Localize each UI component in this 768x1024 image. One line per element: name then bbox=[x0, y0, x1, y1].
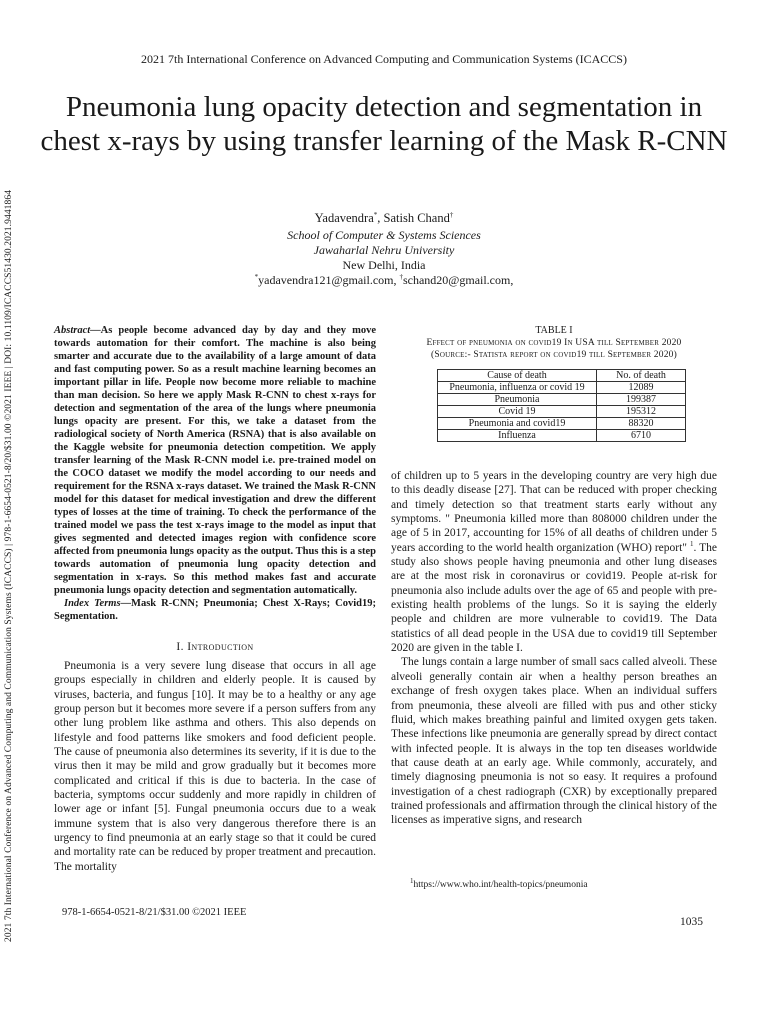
email-2-mark: † bbox=[399, 273, 403, 281]
table-row bbox=[438, 418, 686, 430]
abstract-text: —As people become advanced day by day and they move towards automation for their comfort. The machine is also being smarter and accurate due to the availability of a large amount of data and fast computing power. So as a result machine learning becomes an important pillar in life. People now become more reliable to machine than man decision. So here we apply Mask R-CNN to chest x-rays for detection and segmentation of the area of the lungs where pneumonia lungs opacity are present. For this, we take a dataset from the radiological society of North America (RSNA) that is also available on the Kaggle website for pneumonia detection competition. We apply transfer learning of the Mask R-CNN model i.e. pre-trained model on the COCO dataset we modify the model according to our needs and requirement for the RSNA x-rays dataset. We trained the Mask R-CNN model for this dataset for medical investigation and drew the different types of losses at the time of training. To check the performance of the trained model we pass the test x-rays image to the model as input that gives segmented and detected images region with confidence score affected from pneumonia lungs opacity as the output. Thus this is a step towards automation of pneumonia lung opacity detection and segmentation in x-rays. So this method makes fast and accurate pneumonia lungs opacity detection and segmentation automatically. bbox=[54, 325, 376, 596]
table-cell: 6710 bbox=[597, 430, 686, 442]
right-paragraph-2: The lungs contain a large number of small sacs called alveoli. These alveoli generally contain air when a healthy person breathes an exchange of fresh oxygen takes place. When an individual suffers from pneumonia, these alveoli are filled with pus and other sticky fluid, which makes breathing painful and limited oxygen gets taken. These infections like pneumonia are generally spread by direct contact with infected people. It is always in the top ten diseases worldwide that cause death at an early age. While commonly, accurately, and timely diagnosing pneumonia is not so easy. It requires a profound investigation of a chest radiograph (CXR) by exceptionally prepared trained professionals and affirmation through the clinical history of the licenses as imperative signs, and research bbox=[391, 656, 717, 827]
table-caption bbox=[391, 325, 717, 361]
table-cell: Covid 19 bbox=[438, 406, 597, 418]
table-caption-line1: Effect of pneumonia on covid19 In USA till September 2020 bbox=[426, 338, 682, 348]
table-row bbox=[438, 382, 686, 394]
right-paragraph-1 bbox=[391, 469, 717, 655]
affiliation-city: New Delhi, India bbox=[342, 258, 426, 272]
section-number: I. bbox=[176, 641, 188, 653]
affiliation-univ: Jawaharlal Nehru University bbox=[313, 243, 455, 257]
table-caption-line2: (Source:- Statista report on covid19 till September 2020) bbox=[431, 350, 677, 360]
table-header-row bbox=[438, 370, 686, 382]
table-cell: Influenza bbox=[438, 430, 597, 442]
email-2: schand20@gmail.com, bbox=[402, 273, 514, 287]
right-column-text bbox=[391, 469, 717, 828]
author-1: Yadavendra bbox=[314, 211, 374, 225]
footnote-link[interactable]: https://www.who.int/health-topics/pneumonia bbox=[413, 880, 588, 890]
affiliation bbox=[0, 228, 768, 258]
author-separator: , bbox=[377, 211, 384, 225]
author-2: Satish Chand bbox=[383, 211, 450, 225]
footnote bbox=[410, 876, 730, 890]
right-paragraph-1-rest: . The study also shows people having pneumonia and other lung diseases are at the most risk in coronavirus or covid19. People at-risk for pneumonia also include adults over the age of 65 and people with pre-existing health problems of the lungs. So it is saying the elderly people and children are more vulnerable to covid19. The Data statistics of all dead people in the USA due to covid19 till September 2020 are given in the table I. bbox=[391, 541, 718, 655]
author-emails bbox=[0, 273, 768, 288]
email-1-mark: * bbox=[254, 273, 259, 281]
table-header-cell: No. of death bbox=[597, 370, 686, 382]
table-row bbox=[438, 430, 686, 442]
author-2-mark: † bbox=[449, 210, 454, 219]
footnote-ref: 1 bbox=[689, 539, 694, 548]
paper-title: Pneumonia lung opacity detection and segmentation in chest x-rays by using transfer learning of the Mask R-CNN bbox=[40, 91, 728, 157]
table-row bbox=[438, 394, 686, 406]
doi-sidebar: 2021 7th International Conference on Advanced Computing and Communication Systems (ICACCS) | 978-1-6654-0521-8/20/$31.00 ©2021 IEEE | DOI: 10.1109/ICACCS51430.2021.9441864 bbox=[4, 189, 14, 942]
death-statistics-table bbox=[437, 369, 686, 442]
email-1: yadavendra121@gmail.com, bbox=[258, 273, 400, 287]
table-label: TABLE I bbox=[535, 325, 573, 336]
table-cell: 88320 bbox=[597, 418, 686, 430]
conference-header: 2021 7th International Conference on Advanced Computing and Communication Systems (ICACCS) bbox=[141, 52, 627, 66]
table-cell: Pneumonia bbox=[438, 394, 597, 406]
author-1-mark: * bbox=[373, 210, 378, 219]
isbn-footer: 978-1-6654-0521-8/21/$31.00 ©2021 IEEE bbox=[62, 907, 247, 918]
table-cell: 199387 bbox=[597, 394, 686, 406]
abstract bbox=[54, 324, 376, 623]
affiliation-dept: School of Computer & Systems Sciences bbox=[287, 228, 481, 242]
table-cell: Pneumonia and covid19 bbox=[438, 418, 597, 430]
index-terms-text: —Mask R-CNN; Pneumonia; Chest X-Rays; Covid19; Segmentation. bbox=[54, 598, 376, 622]
footnote-mark: 1 bbox=[410, 876, 414, 885]
page-number: 1035 bbox=[680, 916, 703, 928]
table-row bbox=[438, 406, 686, 418]
abstract-lead: Abstract bbox=[54, 325, 91, 336]
section-title: Introduction bbox=[187, 641, 254, 653]
section-heading-introduction bbox=[54, 641, 376, 653]
intro-text: Pneumonia is a very severe lung disease that occurs in all age groups especially in children and elderly people. It is caused by viruses, bacteria, and fungus [10]. It may be to a healthy or any age group person but it becomes more severe if a person suffers from any other lung problem like asthma and others. This also depends on lifestyle and food patterns like smokers and food deficient people. The cause of pneumonia also determines its severity, if it is due to the virus then it may be mild and grow gradually but it becomes more complicated and critical if this is due to bacteria. In the case of bacteria, symptoms occur suddenly and more rapidly in children of lower age or infant [5]. Fungal pneumonia occurs due to a weak immune system that is also very dangerous therefore there is an urgency to find pneumonia at an early stage so that it could be cured and mortality rate can be reduced by proper treatment and precaution. The mortality bbox=[54, 660, 376, 873]
index-terms bbox=[54, 597, 376, 623]
author-line bbox=[0, 210, 768, 226]
index-terms-lead: Index Terms bbox=[64, 598, 121, 609]
table-cell: Pneumonia, influenza or covid 19 bbox=[438, 382, 597, 394]
intro-paragraph bbox=[54, 659, 376, 874]
table-cell: 195312 bbox=[597, 406, 686, 418]
table-header-cell: Cause of death bbox=[438, 370, 597, 382]
right-paragraph-1-text: of children up to 5 years in the developing country are very high due to this deadly disease [27]. That can be reduced with proper checking and timely detection so that treatment starts early without any symptoms. " Pneumonia killed more than 808000 children under the age of 5 in 2017, accounting for 15% of all deaths of children under 5 years according to the world health organization (WHO) report" bbox=[391, 470, 717, 554]
table-cell: 12089 bbox=[597, 382, 686, 394]
